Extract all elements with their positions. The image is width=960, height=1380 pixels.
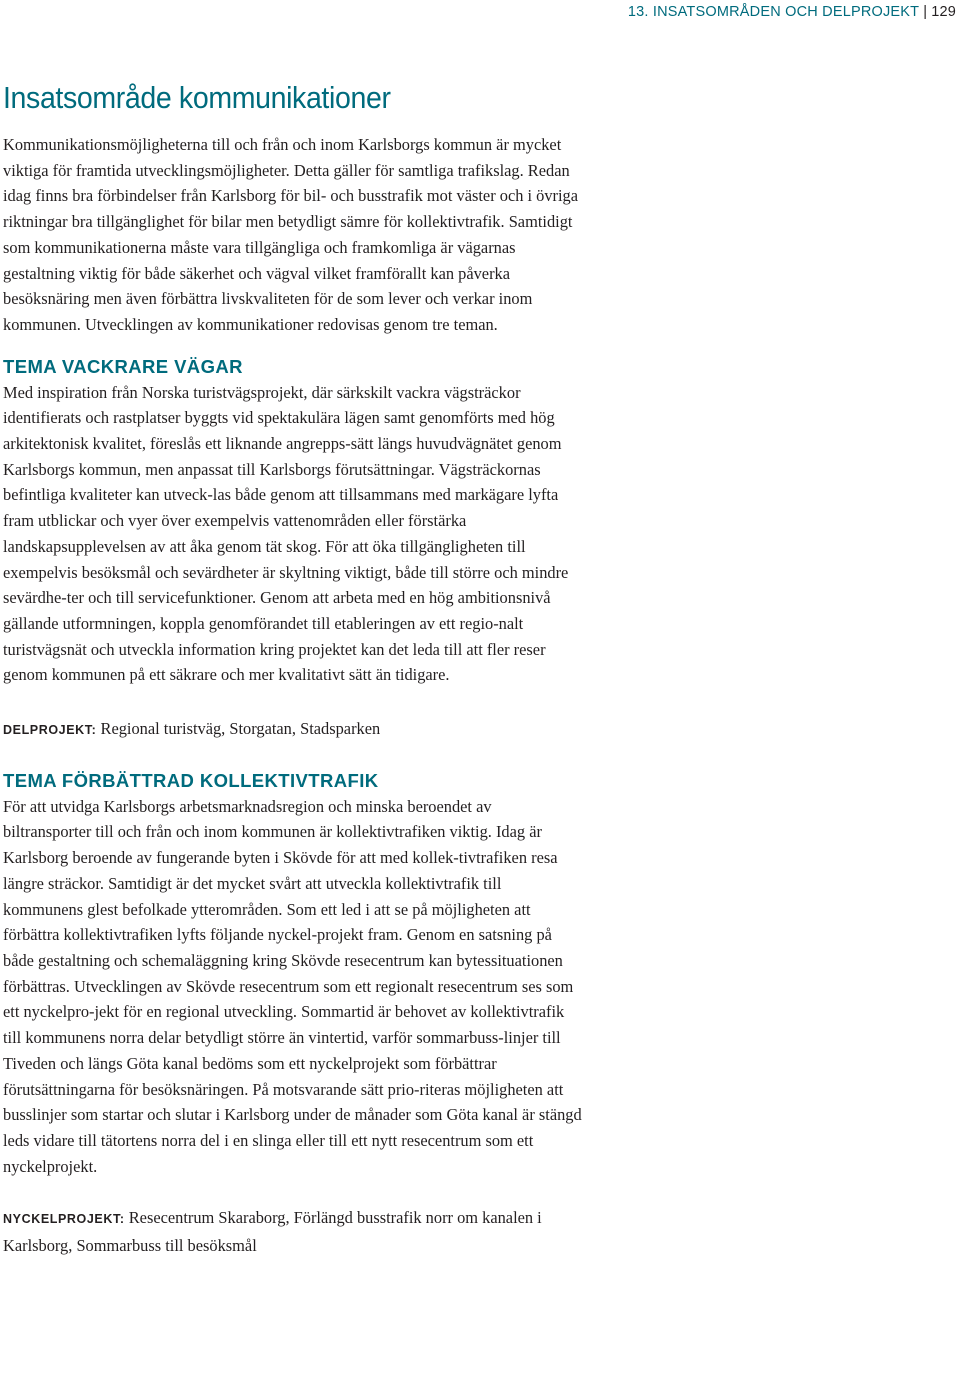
running-header: [628, 0, 960, 24]
project-line-transit: [3, 1205, 583, 1258]
theme-heading-transit: TEMA FÖRBÄTTRAD KOLLEKTIVTRAFIK: [3, 769, 379, 791]
article: [3, 78, 583, 1259]
chapter-title: 13. INSATSOMRÅDEN OCH DELPROJEKT: [627, 4, 920, 20]
project-list: Resecentrum Skaraborg, Förlängd busstrafik norr om kanalen i Karlsborg, Sommarbuss till besöksmål: [3, 1208, 542, 1256]
theme-body-roads: Med inspiration från Norska turistvägsprojekt, där särkskilt vackra vägsträckor identifierats och rastplatser byggts vid spektakulära lägen samt genomförts med hög arkitektonisk kvalitet, föreslås ett liknande angrepps-sätt längs huvudvägnätet genom Karlsborgs kommun, men anpassat till Karlsborgs förutsättningar. Vägsträckornas befintliga kvaliteter kan utveck-las både genom att tillsammans med markägare lyfta fram utblickar och vyer över exempelvis vattenområden eller förstärka landskapsupplevelsen av att åka genom tät skog. För att öka tillgängligheten till exempelvis besöksmål och sevärdheter är skyltning viktigt, både till större och mindre sevärdhe-ter och till servicefunktioner. Genom att arbeta med en hög ambitionsnivå gällande utformningen, koppla genomförandet till etableringen av ett regio-nalt turistvägsnät och utveckla information kring projektet kan det leda till att fler reser genom kommunen på ett säkrare och mer kvalitativt sätt än tidigare.: [3, 382, 569, 685]
project-label-colon: :: [119, 1212, 125, 1227]
page-number: 129: [931, 4, 956, 20]
project-list: Regional turistväg, Storgatan, Stadsparken: [100, 719, 381, 739]
intro-paragraph: Kommunikationsmöjligheterna till och från och inom Karlsborgs kommun är mycket viktiga för framtida utvecklingsmöjligheter. Detta gäller för samtliga trafikslag. Redan idag finns bra förbindelser från Karlsborg för bil- och busstrafik mot väster och i övriga riktningar bra tillgänglighet för bilar men betydligt sämre för kollektivtrafik. Samtidigt som kommunikationerna måste vara tillgängliga och framkomliga är vägarnas gestaltning viktig för både säkerhet och vägval vilket framförallt kan påverka besöksnäring men även förbättra livskvaliteten för de som lever och verkar inom kommunen. Utvecklingen av kommunikationer redovisas genom tre teman.: [3, 135, 579, 334]
project-label-colon: :: [91, 723, 97, 738]
theme-heading-roads: TEMA VACKRARE VÄGAR: [3, 355, 243, 377]
project-label: NYCKELPROJEKT: [3, 1212, 120, 1227]
page-title: Insatsområde kommunikationer: [3, 80, 391, 115]
project-line-roads: [3, 716, 583, 744]
project-label: DELPROJEKT: [3, 723, 92, 738]
header-separator: |: [923, 4, 928, 20]
theme-body-transit: För att utvidga Karlsborgs arbetsmarknadsregion och minska beroendet av biltransporter till och från och inom kommunen är kollektivtrafiken viktig. Idag är Karlsborg beroende av fungerande byten i Skövde för att med kollek-tivtrafiken resa längre sträckor. Samtidigt är det mycket svårt att utveckla kollektivtrafik till kommunens glest befolkade ytterområden. Som ett led i att se på möjligheten att förbättra kollektivtrafiken lyfts följande nyckel-projekt fram. Genom en satsning på både gestaltning och schemaläggning kring Skövde resecentrum kan bytessituationen förbättras. Utvecklingen av Skövde resecentrum som ett regionalt resecentrum ses som ett nyckelpro-jekt för en regional utveckling. Sommartid är behovet av kollektivtrafik till kommunens norra delar betydligt större än vintertid, varför sommarbuss-linjer till Tiveden och längs Göta kanal bedöms som ett nyckelprojekt som förbättrar förutsättningarna för besöksnäringen. På motsvarande sätt prio-riteras möjligheten att busslinjer som startar och slutar i Karlsborg under de månader som Göta kanal är stängd leds vidare till tätortens norra del i en slinga eller till ett nytt resecentrum som ett nyckelprojekt.: [3, 796, 582, 1176]
